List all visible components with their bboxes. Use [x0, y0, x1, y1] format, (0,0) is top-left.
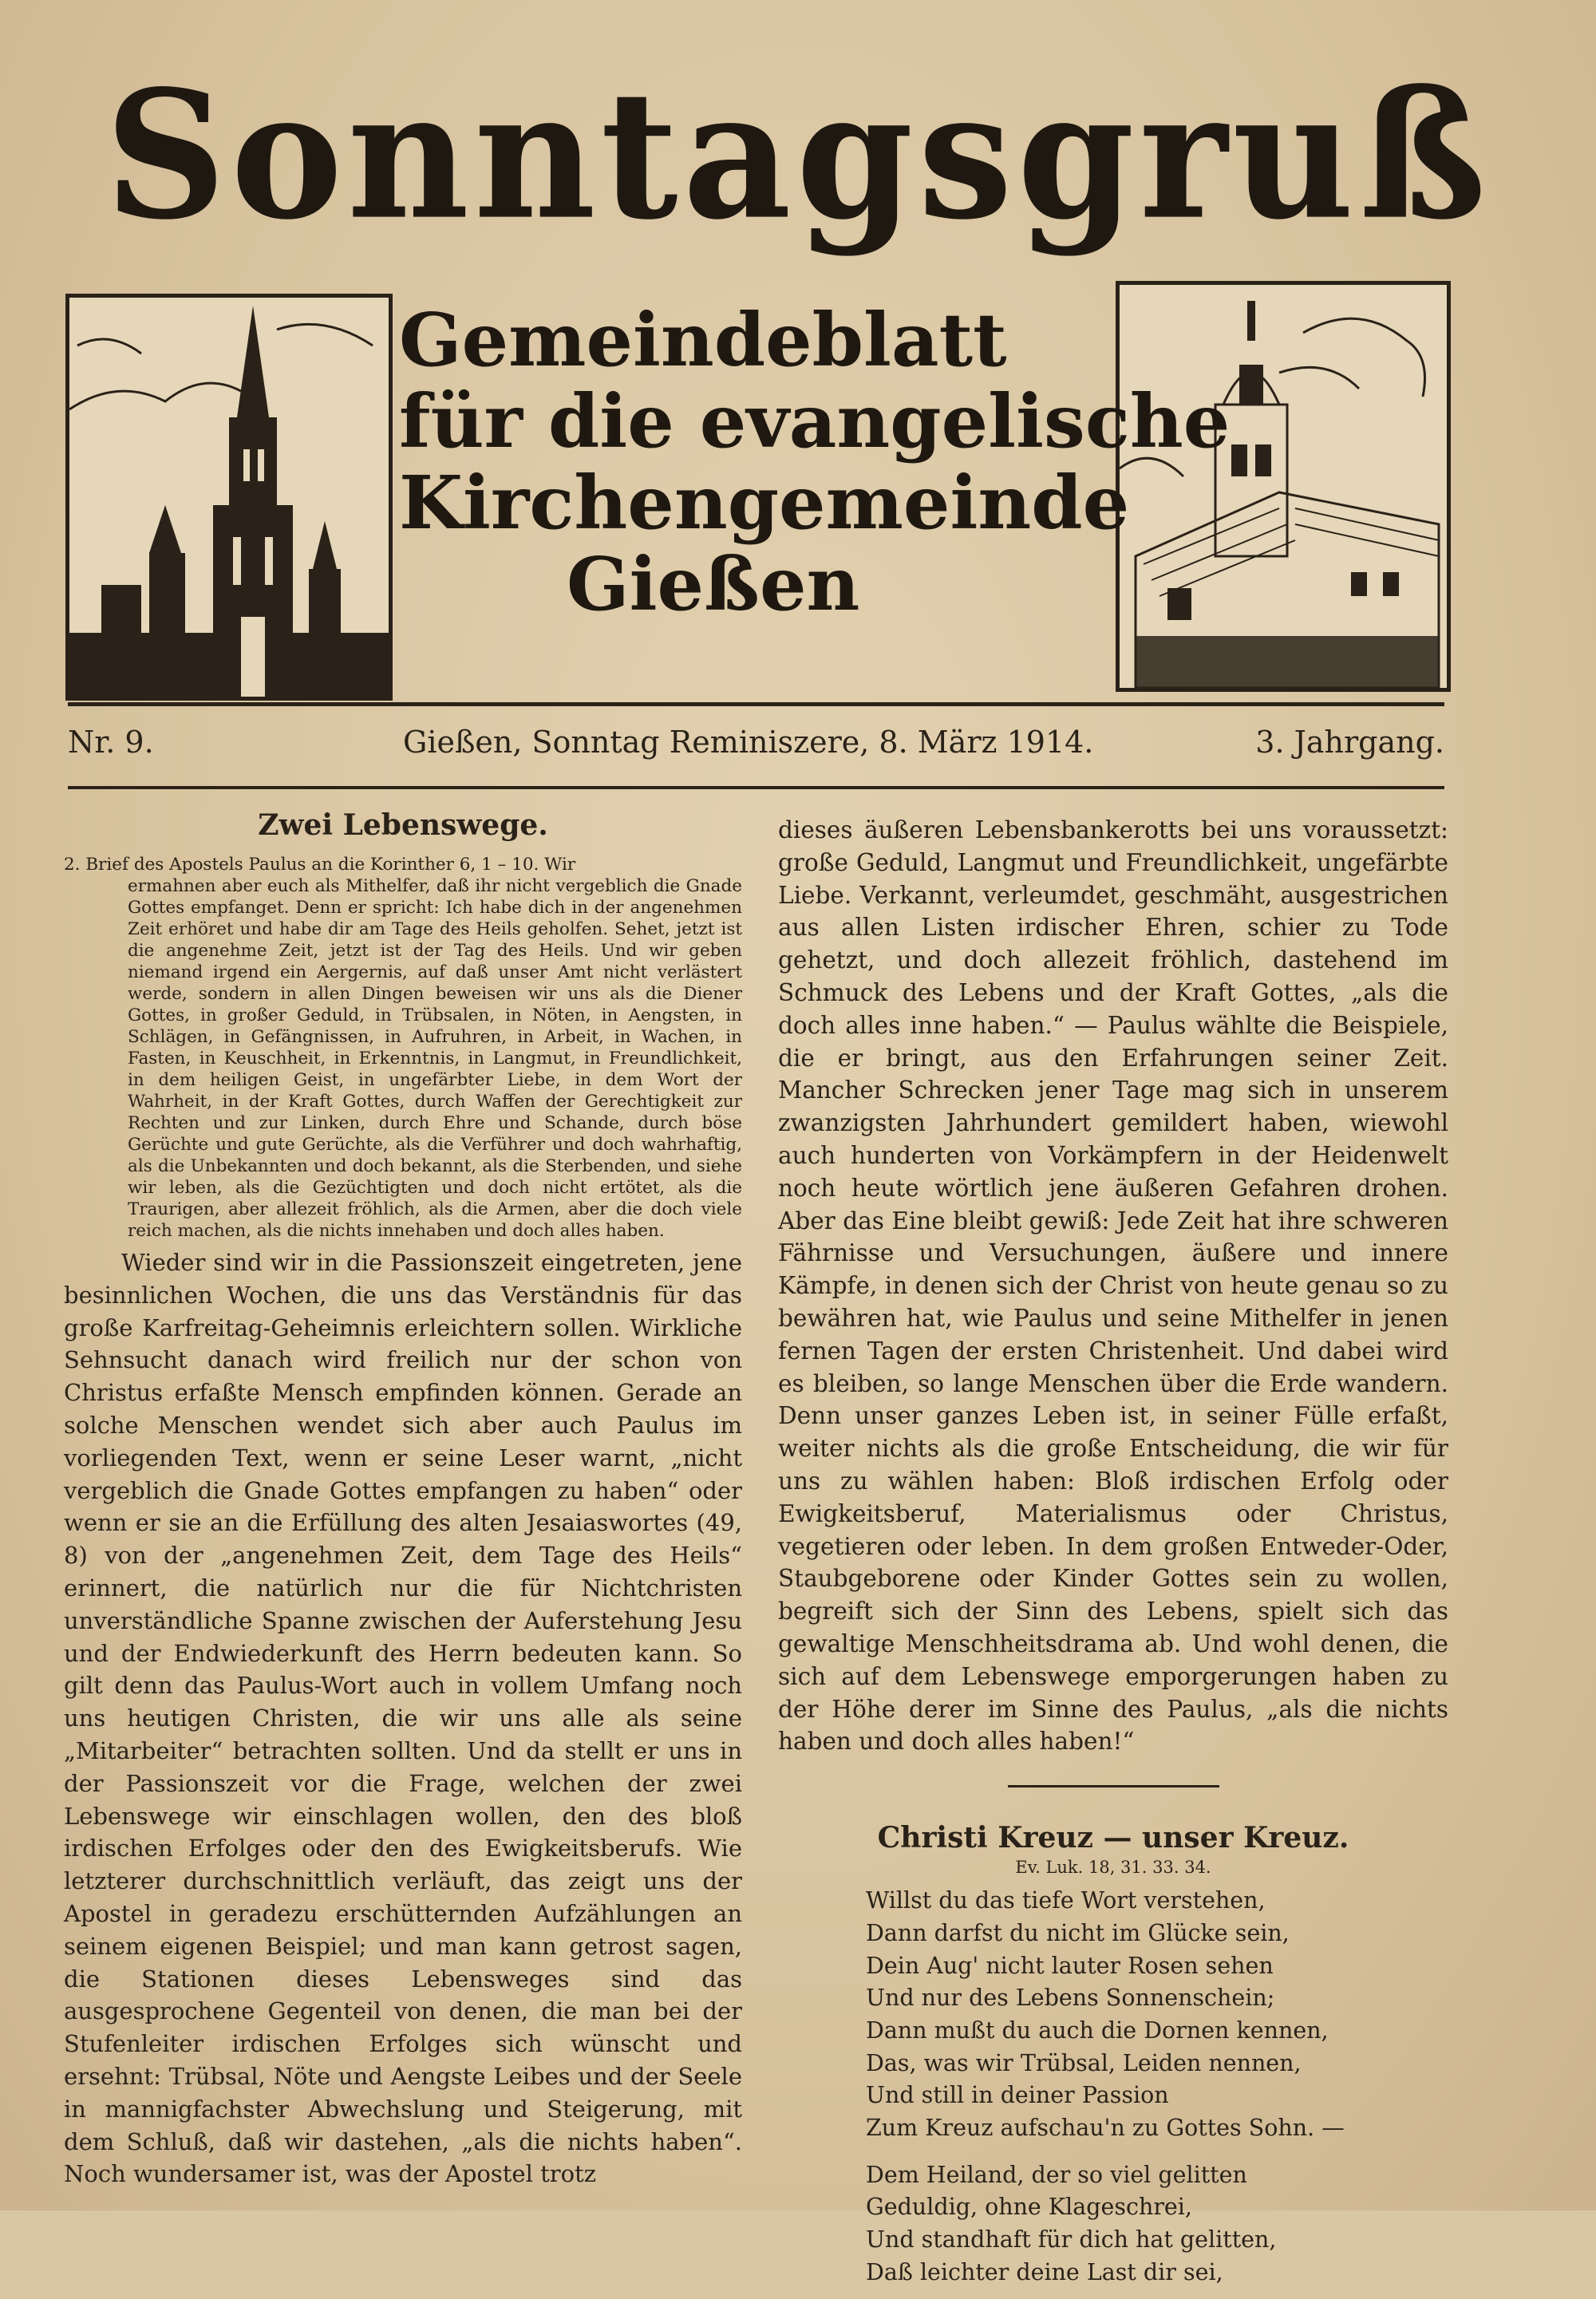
poem-line: Geduldig, ohne Klageschrei, — [866, 2194, 1192, 2221]
issue-date: Gießen, Sonntag Reminiszere, 8. März 1914. — [403, 725, 1094, 760]
subtitle-line-3: Kirchengemeinde — [399, 460, 1130, 546]
subtitle-line-4: Gießen — [567, 541, 860, 627]
scripture-first-line: 2. Brief des Apostels Paulus an die Korinther 6, 1 – 10. Wir — [64, 855, 576, 875]
subtitle-line-1: Gemeindeblatt — [399, 297, 1007, 383]
subtitle-line-2: für die evangelische — [399, 378, 1231, 464]
poem-stanza-2 — [866, 2159, 1448, 2289]
issue-volume: 3. Jahrgang. — [1255, 725, 1444, 760]
poem-line: Und still in deiner Passion — [866, 2082, 1169, 2109]
top-rule — [68, 702, 1444, 706]
poem-line: Dann darfst du nicht im Glücke sein, — [866, 1919, 1290, 1946]
article-left-text: Wieder sind wir in die Passionszeit eingetreten, jene besinnlichen Wochen, die uns das Verständnis für das große Karfreitag-Geheimnis erleichtern sollen. Wirkliche Sehnsucht danach wird freilich nur der schon von Christus erfaßte Mensch empfinden können. Gerade an solche Menschen wendet sich aber auch Paulus im vorliegenden Text, wenn er seine Leser warnt, „nicht vergeblich die Gnade Gottes empfangen zu haben“ oder wenn er sie an die Erfüllung des alten Jesaiaswortes (49, 8) von der „angenehmen Zeit, dem Tage des Heils“ erinnert, die natürlich nur die für Nichtchristen unverständliche Spanne zwischen der Auferstehung Jesu und der Endwiederkunft des Herrn bedeuten kann. So gilt denn das Paulus-Wort auch in vollem Umfang noch uns heutigen Christen, die wir uns alle als seine „Mitarbeiter“ betrachten sollten. Und da stellt er uns in der Passionszeit vor die Frage, welchen der zwei Lebenswege wir einschlagen wollen, den des bloß irdischen Erfolges oder den des Ewigkeitsberufs. Wie letzterer durchschnittlich verläuft, das zeigt uns der Apostel in geradezu erschütternden Aufzählungen an seinem eigenen Beispiel; und man kann getrost sagen, die Stationen dieses Lebensweges sind das ausgesprochene Gegenteil von denen, die man bei der Stufenleiter irdischen Erfolges sich wünscht und ersehnt: Trübsal, Nöte und Aengste Leibes und der Seele in mannigfachster Abwechslung und Steigerung, mit dem Schluß, daß wir dastehen, „als die nichts haben“. Noch wundersamer ist, was der Apostel trotz — [64, 1249, 742, 2188]
gothic-church-icon — [69, 298, 389, 697]
poem-line: Und nur des Lebens Sonnenschein; — [866, 1985, 1275, 2012]
section-divider — [1008, 1785, 1219, 1787]
right-column — [778, 814, 1448, 2299]
scripture-body: ermahnen aber euch als Mithelfer, daß ihr nicht vergeblich die Gnade Gottes empfanget. Denn er spricht: Ich habe dich in der angenehmen Zeit erhöret und habe dir am Tage des Heils geholfen. Sehet, jetzt ist die angenehme Zeit, jetzt ist der Tag des Heils. Und wir geben niemand irgend ein Aergernis, auf daß unser Amt nicht verlästert werde, sondern in allen Dingen beweisen wir uns als die Diener Gottes, in großer Geduld, in Trübsalen, in Nöten, in Aengsten, in Schlägen, in Gefängnissen, in Aufruhren, in Arbeit, in Wachen, in Fasten, in Keuschheit, in Erkenntnis, in Langmut, in Freundlichkeit, in dem heiligen Geist, in ungefärbter Liebe, in dem Wort der Wahrheit, in der Kraft Gottes, durch Waffen der Gerechtigkeit zur Rechten und zur Linken, durch Ehre und Schande, durch böse Gerüchte und gute Gerüchte, als die Verführer und doch wahrhaftig, als die Unbekannten und doch bekannt, als die Sterbenden, und siehe wir leben, als die Gezüchtigten und doch nicht ertötet, als die Traurigen, aber allezeit fröhlich, als die Armen, aber die doch viele reich machen, als die nichts innehaben und doch alles haben. — [128, 876, 742, 1241]
poem-line: Zum Kreuz aufschau'n zu Gottes Sohn. — — [866, 2115, 1345, 2142]
subtitle-block — [399, 297, 1231, 627]
poem-stanza-1 — [866, 1885, 1448, 2145]
poem-line: Und standhaft für dich hat gelitten, — [866, 2226, 1277, 2254]
scripture-quote — [64, 854, 742, 1242]
woodcut-left-image — [65, 294, 393, 701]
poem-reference: Ev. Luk. 18, 31. 33. 34. — [1015, 1858, 1211, 1878]
dateline — [68, 722, 1444, 762]
article-right-text: dieses äußeren Lebensbankerotts bei uns voraussetzt: große Geduld, Langmut und Freundlichkeit, ungefärbte Liebe. Verkannt, verleumdet, geschmäht, ausgestrichen aus allen Listen irdischer Ehren, schier zu Tode gehetzt, und doch allezeit fröhlich, dastehend im Schmuck des Lebens und der Kraft Gottes, „als die doch alles inne haben.“ — Paulus wählte die Beispiele, die er bringt, aus den Erfahrungen seiner Zeit. Mancher Schrecken jener Tage mag sich in unserem zwanzigsten Jahrhundert gemildert haben, wiewohl auch hunderten von Vorkämpfern in der Heidenwelt noch heute wörtlich jene äußeren Gefahren drohen. Aber das Eine bleibt gewiß: Jede Zeit hat ihre schweren Fährnisse und Versuchungen, äußere und innere Kämpfe, in denen sich der Christ von heute genau so zu bewähren hat, wie Paulus und seine Mithelfer in jenen fernen Tagen der ersten Christenheit. Und dabei wird es bleiben, so lange Menschen über die Erde wandern. Denn unser ganzes Leben ist, in seiner Fülle erfaßt, weiter nichts als die große Entscheidung, die wir für uns zu wählen haben: Bloß irdischen Erfolg oder Ewigkeitsberuf, Materialismus oder Christus, vegetieren oder leben. In dem großen Entweder-Oder, Staubgeborene oder Kinder Gottes sein zu wollen, begreift sich der Sinn des Lebens, spielt sich das gewaltige Menschheitsdrama ab. Und wohl denen, die sich auf dem Lebenswege emporgerungen haben zu der Höhe derer im Sinne des Paulus, „als die nichts haben und doch alles haben!“ — [778, 816, 1448, 1756]
left-column — [64, 806, 742, 2190]
poem-title: Christi Kreuz — unser Kreuz. — [877, 1821, 1349, 1855]
masthead-title: Sonntagsgruß — [105, 51, 1491, 259]
article-title: Zwei Lebenswege. — [258, 808, 548, 842]
poem-line: Willst du das tiefe Wort verstehen, — [866, 1887, 1266, 1914]
poem-line: Dann mußt du auch die Dornen kennen, — [866, 2017, 1329, 2044]
bottom-rule — [68, 786, 1444, 789]
poem-line: Dein Aug' nicht lauter Rosen sehen — [866, 1952, 1274, 1979]
poem-line: Das, was wir Trübsal, Leiden nennen, — [866, 2049, 1302, 2076]
poem-line: Daß leichter deine Last dir sei, — [866, 2258, 1223, 2285]
poem-line: Dem Heiland, der so viel gelitten — [866, 2161, 1247, 2188]
issue-number: Nr. 9. — [68, 725, 154, 760]
